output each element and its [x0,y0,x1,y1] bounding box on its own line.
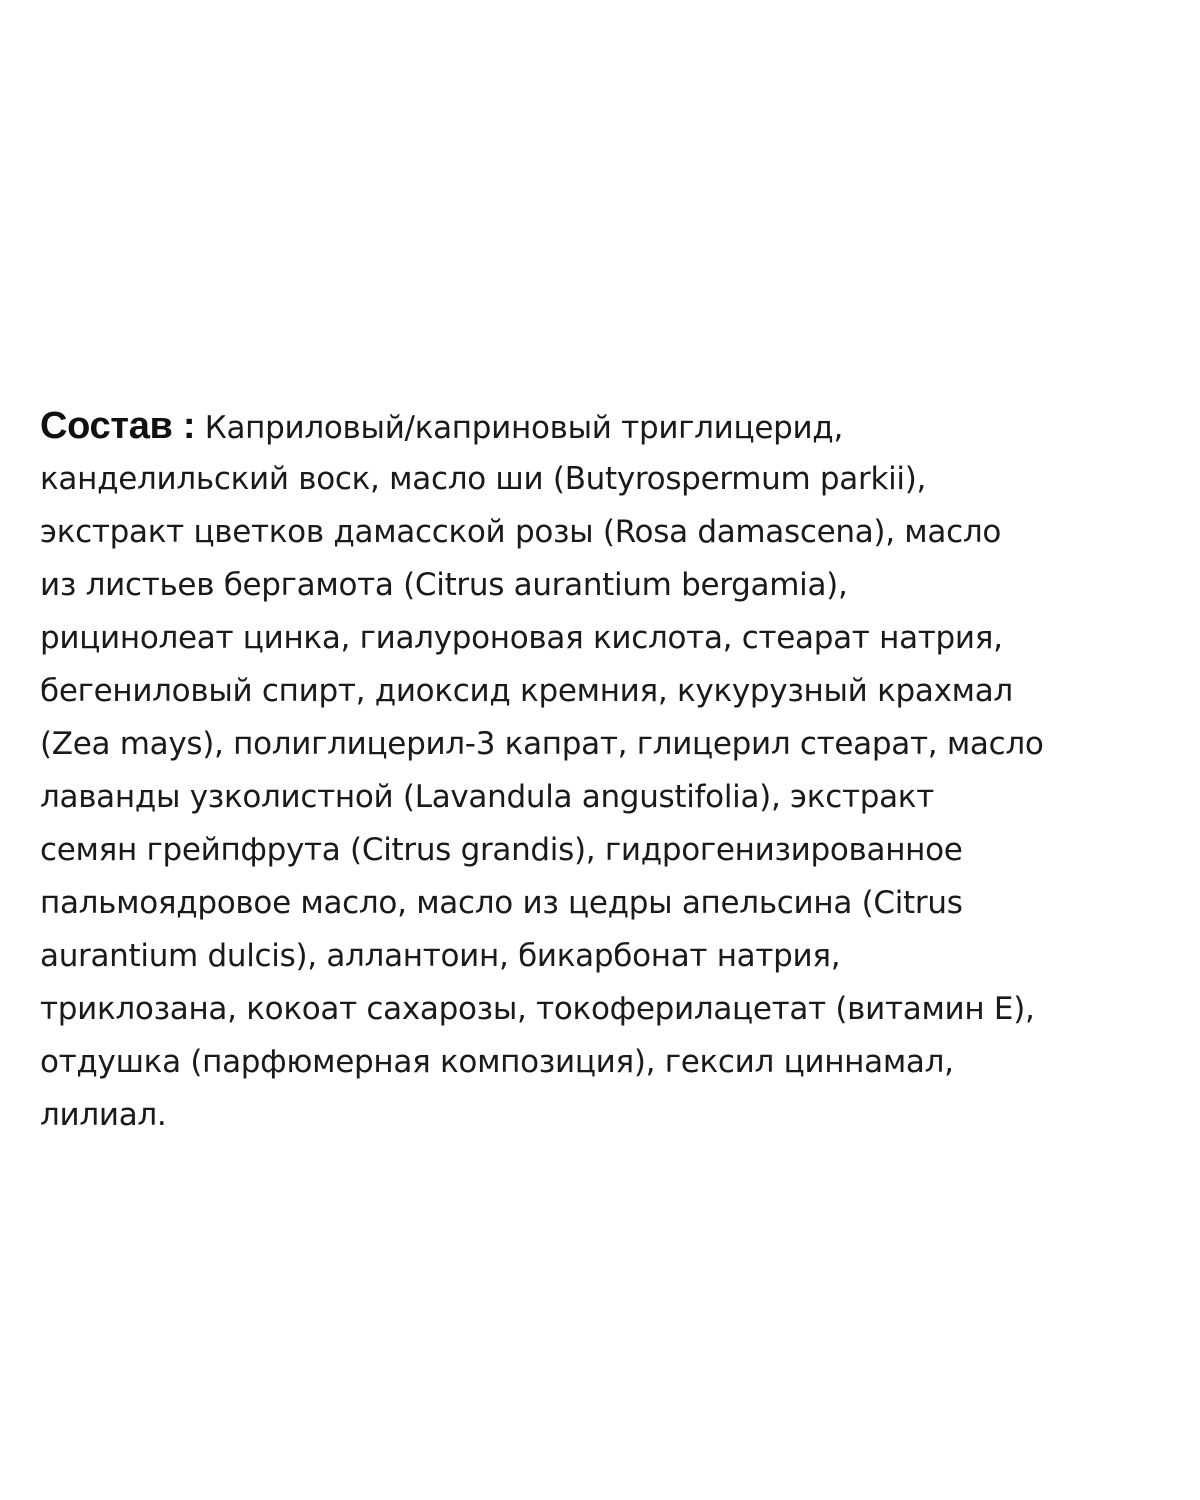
ingredients-line: бегениловый спирт, диоксид кремния, кукурузный крахмал [40,673,1013,709]
ingredients-line: канделильский воск, масло ши (Butyrospermum parkii), [40,461,927,497]
ingredients-line: лилиал. [40,1097,167,1133]
ingredients-line: семян грейпфрута (Citrus grandis), гидрогенизированное [40,832,963,868]
ingredients-line: триклозана, кокоат сахарозы, токоферилацетат (витамин Е), [40,991,1035,1027]
ingredients-line: лаванды узколистной (Lavandula angustifolia), экстракт [40,779,934,815]
ingredients-line [40,400,1180,453]
ingredients-line: (Zea mays), полиглицерил-3 капрат, глицерил стеарат, масло [40,726,1044,762]
ingredients-line: из листьев бергамота (Citrus aurantium bergamia), [40,567,848,603]
ingredients-text [40,400,1180,1142]
ingredients-line: aurantium dulcis), аллантоин, бикарбонат натрия, [40,938,841,974]
ingredients-line: рицинолеат цинка, гиалуроновая кислота, стеарат натрия, [40,620,1003,656]
composition-label: Состав : [40,405,196,447]
ingredients-line: пальмоядровое масло, масло из цедры апельсина (Citrus [40,885,963,921]
ingredients-line-text: Каприловый/каприновый триглицерид, [195,410,843,446]
ingredients-line: экстракт цветков дамасской розы (Rosa damascena), масло [40,514,1002,550]
ingredients-line: отдушка (парфюмерная композиция), гексил циннамал, [40,1044,954,1080]
